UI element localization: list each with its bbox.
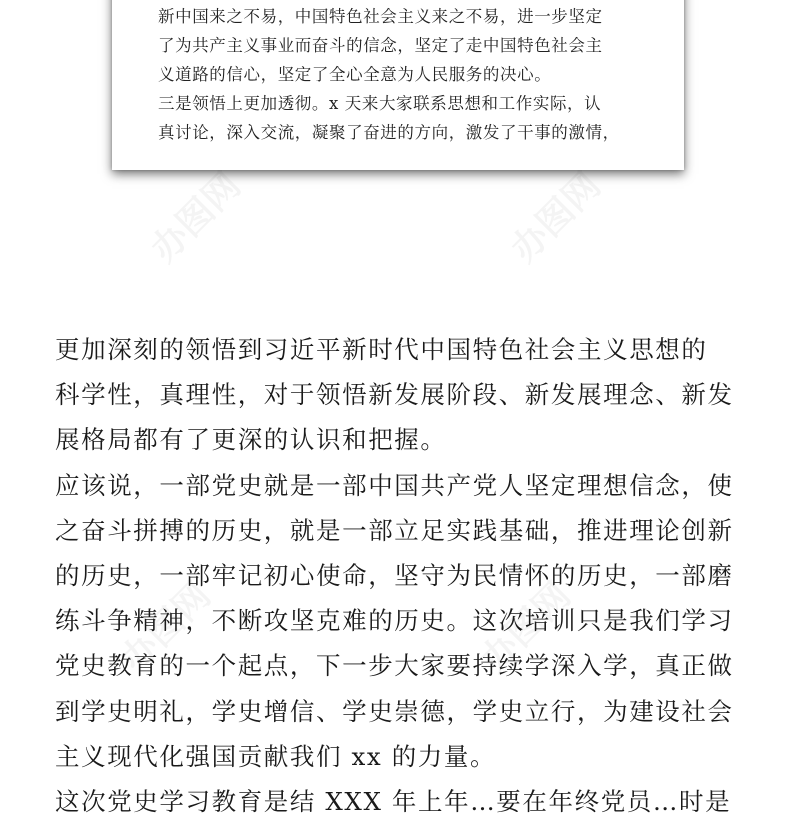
body-line: 到学史明礼，学史增信、学史崇德，学史立行，为建设社会 xyxy=(55,696,734,726)
quote-line: 三是领悟上更加透彻。x 天来大家联系思想和工作实际，认 xyxy=(158,94,602,113)
quote-card-text xyxy=(158,2,658,147)
quote-card xyxy=(112,0,684,170)
body-line: 更加深刻的领悟到习近平新时代中国特色社会主义思想的 xyxy=(55,335,708,364)
body-line: 的历史，一部牢记初心使命，坚守为民情怀的历史，一部磨 xyxy=(55,561,734,591)
body-line: 这次党史学习教育是结 XXX 年上年…要在年终党员…时是 xyxy=(55,787,732,817)
quote-line: 新中国来之不易，中国特色社会主义来之不易，进一步坚定 xyxy=(158,7,603,26)
body-line: 练斗争精神，不断攻坚克难的历史。这次培训只是我们学习 xyxy=(55,606,734,636)
quote-line: 义道路的信心，坚定了全心全意为人民服务的决心。 xyxy=(158,65,552,84)
body-line: 应该说，一部党史就是一部中国共产党人坚定理想信念，使 xyxy=(55,470,734,500)
document-body xyxy=(55,327,745,824)
body-line: 之奋斗拼搏的历史，就是一部立足实践基础，推进理论创新 xyxy=(55,515,734,545)
body-line: 主义现代化强国贡献我们 xx 的力量。 xyxy=(55,741,497,771)
quote-line: 了为共产主义事业而奋斗的信念，坚定了走中国特色社会主 xyxy=(158,36,603,55)
watermark xyxy=(498,159,610,271)
body-line: 党史教育的一个起点，下一步大家要持续学深入学，真正做 xyxy=(55,651,734,681)
watermark xyxy=(138,159,250,271)
body-line: 科学性，真理性，对于领悟新发展阶段、新发展理念、新发 xyxy=(55,380,734,410)
quote-line: 真讨论，深入交流，凝聚了奋进的方向，激发了干事的激情， xyxy=(158,123,620,142)
body-line: 展格局都有了更深的认识和把握。 xyxy=(55,425,447,455)
